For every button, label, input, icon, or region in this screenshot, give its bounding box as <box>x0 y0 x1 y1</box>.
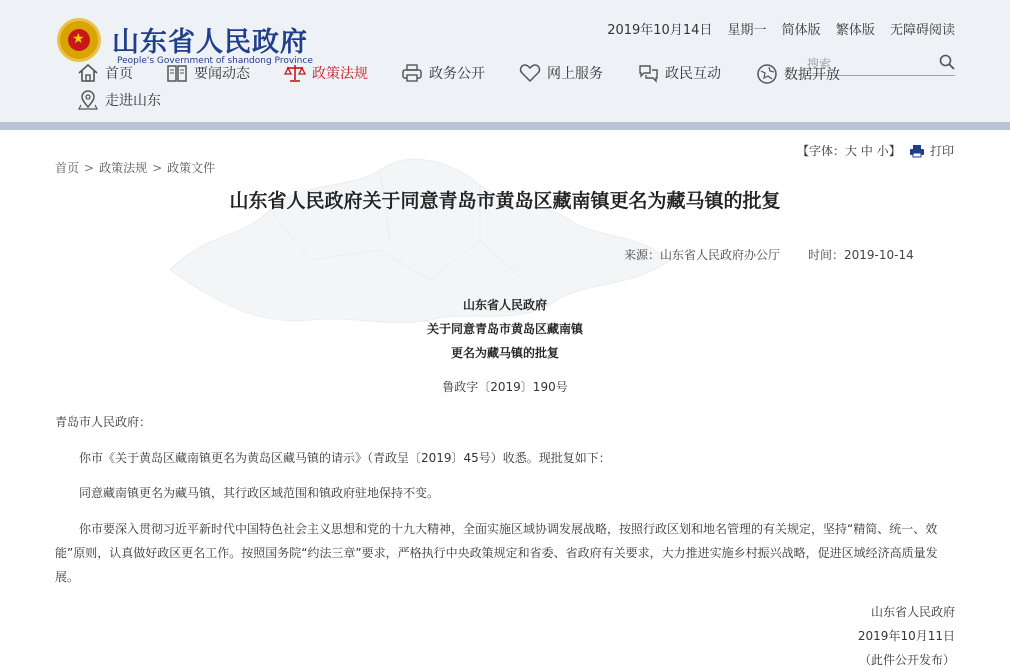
body-paragraph: 你市要深入贯彻习近平新时代中国特色社会主义思想和党的十九大精神，全面实施区域协调发展战略，按照行政区划和地名管理的有关规定，坚持“精简、统一、效能”原则，认真做好政区更名工作。按照国务院“约法三章”要求，严格执行中央政策规定和省委、省政府有关要求，大力推进实施乡村振兴战略，促进区域经济高质量发展。 <box>55 522 938 584</box>
doc-issuer: 山东省人民政府 <box>462 298 547 312</box>
current-weekday: 星期一 <box>727 23 767 38</box>
sign-date: 2019年10月11日 <box>857 629 955 643</box>
breadcrumb-policy-docs[interactable]: 政策文件 <box>167 161 216 175</box>
simplified-link[interactable]: 简体版 <box>781 23 821 38</box>
nav-open-data-label: 数据开放 <box>784 67 840 83</box>
scales-icon <box>284 63 306 83</box>
location-icon <box>77 90 99 110</box>
font-medium-button[interactable]: 中 <box>860 144 873 158</box>
nav-news-label: 要闻动态 <box>194 66 250 82</box>
breadcrumb-separator: > <box>152 161 163 175</box>
doc-subject-line2: 更名为藏马镇的批复 <box>450 346 559 360</box>
print-button[interactable] <box>909 142 954 159</box>
article-source: 来源：山东省人民政府办公厅 <box>624 248 781 262</box>
body-paragraph: 你市《关于黄岛区藏南镇更名为黄岛区藏马镇的请示》（青政呈〔2019〕45号）收悉。现批复如下： <box>79 451 611 465</box>
doc-subject-line1: 关于同意青岛市黄岛区藏南镇 <box>426 322 583 336</box>
font-size-control <box>797 142 901 159</box>
font-size-close: 】 <box>888 144 901 158</box>
nav-online-service-label: 网上服务 <box>547 66 603 82</box>
nav-online-service[interactable] <box>519 63 603 83</box>
nav-interaction[interactable] <box>637 63 721 83</box>
nav-news[interactable] <box>166 63 250 83</box>
current-date: 2019年10月14日 <box>607 23 713 38</box>
site-subtitle: People's Government of shandong Province <box>117 56 313 66</box>
traditional-link[interactable]: 繁体版 <box>835 23 875 38</box>
site-header <box>0 0 1010 122</box>
nav-shandong[interactable] <box>77 90 161 110</box>
globe-icon <box>756 63 778 85</box>
nav-gov-affairs-label: 政务公开 <box>429 66 485 82</box>
breadcrumb-policy[interactable]: 政策法规 <box>99 161 148 175</box>
heart-icon <box>519 63 541 83</box>
nav-policy-label: 政策法规 <box>312 66 368 82</box>
accessible-reading-link[interactable]: 无障碍阅读 <box>889 23 955 38</box>
addressee: 青岛市人民政府： <box>55 415 152 429</box>
signature: 山东省人民政府 <box>870 605 955 619</box>
font-small-button[interactable]: 小 <box>876 144 889 158</box>
article-title: 山东省人民政府关于同意青岛市黄岛区藏南镇更名为藏马镇的批复 <box>229 190 781 212</box>
body-paragraph: 同意藏南镇更名为藏马镇，其行政区域范围和镇政府驻地保持不变。 <box>79 486 440 500</box>
breadcrumb-home[interactable]: 首页 <box>55 161 80 175</box>
news-icon <box>166 63 188 83</box>
font-large-button[interactable]: 大 <box>845 144 858 158</box>
nav-policy[interactable] <box>284 63 368 83</box>
top-links <box>607 19 955 38</box>
search-icon[interactable] <box>939 54 955 70</box>
header-divider <box>0 122 1010 130</box>
nav-home[interactable] <box>77 63 133 83</box>
print-label: 打印 <box>930 144 955 158</box>
nav-interaction-label: 政民互动 <box>665 66 721 82</box>
breadcrumb <box>55 159 215 176</box>
article-meta <box>624 246 914 263</box>
publication-note: （此件公开发布） <box>858 653 955 667</box>
article-time: 时间：2019-10-14 <box>808 248 914 262</box>
interaction-icon <box>637 63 659 83</box>
home-icon <box>77 63 99 83</box>
national-emblem-icon[interactable]: ★ <box>57 18 101 62</box>
breadcrumb-separator: > <box>84 161 95 175</box>
nav-home-label: 首页 <box>105 66 133 82</box>
nav-open-data[interactable] <box>756 63 840 85</box>
doc-number: 鲁政字〔2019〕190号 <box>442 380 568 394</box>
print-icon <box>401 63 423 83</box>
printer-icon <box>909 144 925 158</box>
search-placeholder: 搜索 <box>807 57 832 71</box>
site-title[interactable]: 山东省人民政府 <box>112 27 308 58</box>
font-size-label: 【字体： <box>797 144 846 158</box>
nav-shandong-label: 走进山东 <box>105 93 161 109</box>
nav-gov-affairs[interactable] <box>401 63 485 83</box>
